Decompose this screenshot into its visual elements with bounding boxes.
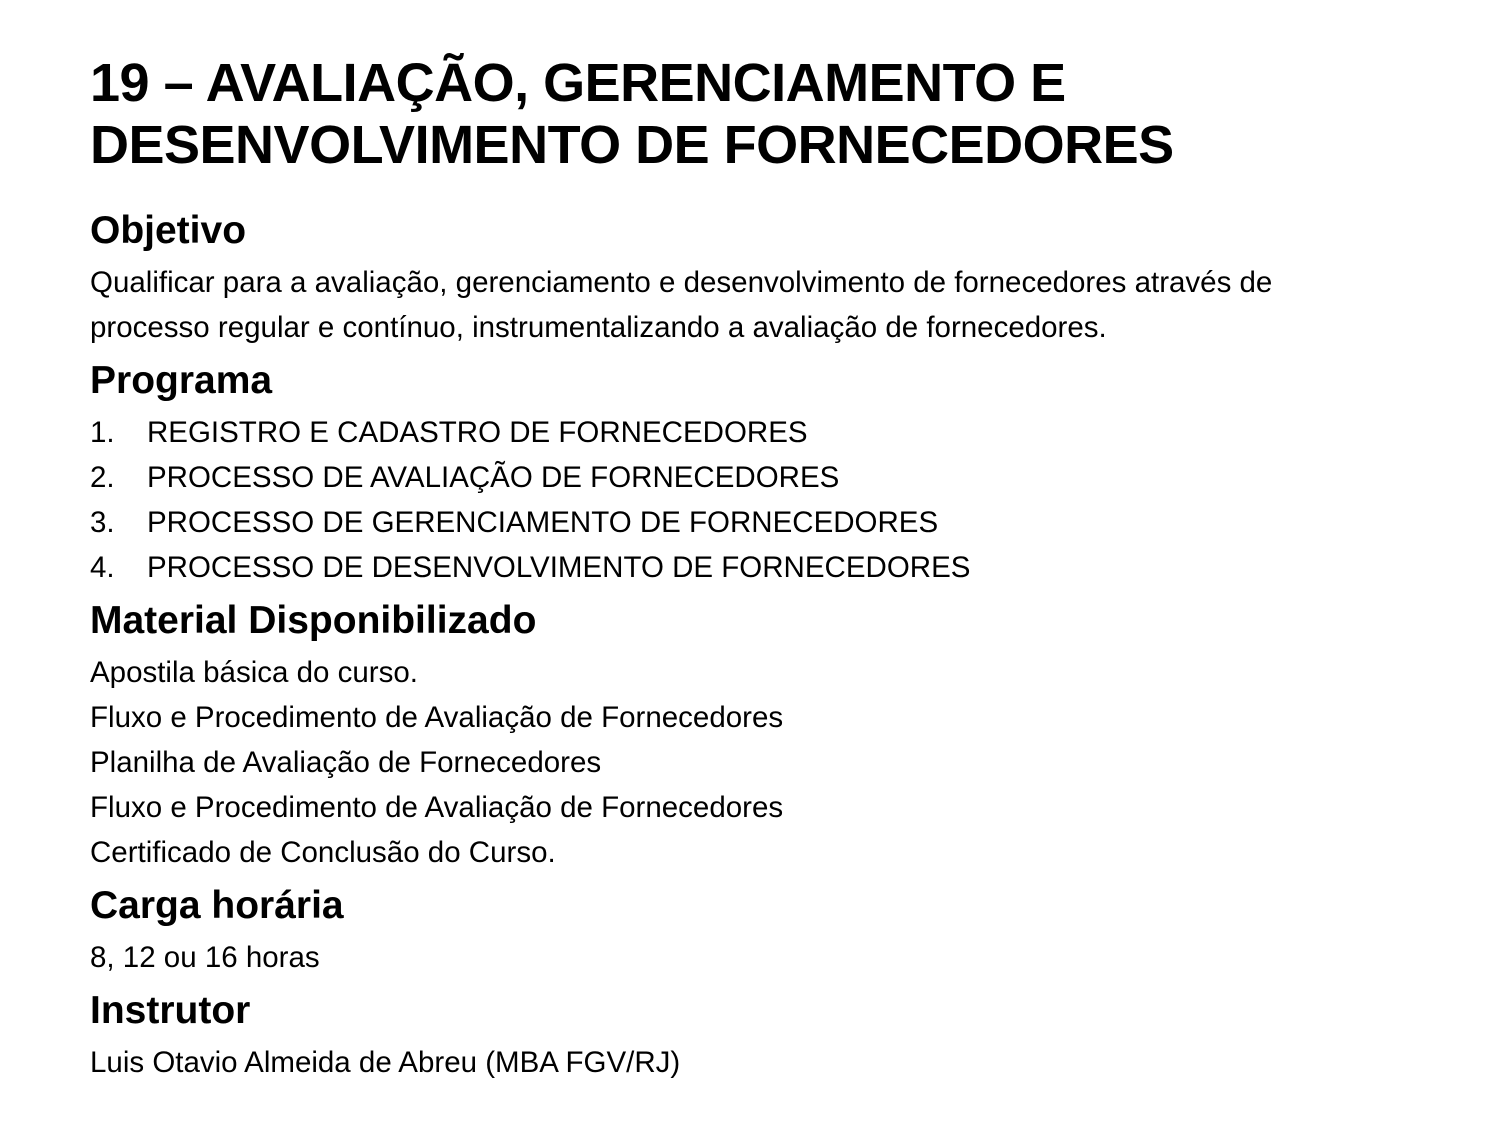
objetivo-text-line-2: processo regular e contínuo, instrumentalizando a avaliação de fornecedores.: [90, 311, 1107, 344]
list-item-number: 3.: [90, 506, 115, 539]
objetivo-text-line-1: Qualificar para a avaliação, gerenciamento e desenvolvimento de fornecedores através de: [90, 266, 1273, 299]
list-item-text: PROCESSO DE GERENCIAMENTO DE FORNECEDORES: [147, 506, 939, 539]
list-item-number: 2.: [90, 461, 115, 494]
list-item-number: 1.: [90, 416, 115, 449]
material-item: Certificado de Conclusão do Curso.: [90, 836, 556, 869]
list-item-text: REGISTRO E CADASTRO DE FORNECEDORES: [147, 416, 808, 449]
material-item: Fluxo e Procedimento de Avaliação de Fornecedores: [90, 701, 784, 734]
material-item: Planilha de Avaliação de Fornecedores: [90, 746, 602, 779]
section-heading-objetivo: Objetivo: [90, 209, 247, 252]
list-item-number: 4.: [90, 551, 115, 584]
section-heading-carga-horaria: Carga horária: [90, 884, 344, 927]
material-item: Apostila básica do curso.: [90, 656, 418, 689]
page-title-line-1: 19 – AVALIAÇÃO, GERENCIAMENTO E: [90, 53, 1066, 113]
list-item-text: PROCESSO DE AVALIAÇÃO DE FORNECEDORES: [147, 461, 840, 494]
material-item: Fluxo e Procedimento de Avaliação de Fornecedores: [90, 791, 784, 824]
carga-horaria-value: 8, 12 ou 16 horas: [90, 941, 320, 974]
section-heading-instrutor: Instrutor: [90, 989, 251, 1032]
slide: [90, 0, 1490, 1125]
instrutor-name: Luis Otavio Almeida de Abreu (MBA FGV/RJ): [90, 1046, 681, 1079]
list-item-text: PROCESSO DE DESENVOLVIMENTO DE FORNECEDORES: [147, 551, 971, 584]
page-title: [90, 52, 1174, 176]
section-heading-programa: Programa: [90, 359, 273, 402]
section-heading-material: Material Disponibilizado: [90, 599, 537, 642]
page-title-line-2: DESENVOLVIMENTO DE FORNECEDORES: [90, 115, 1174, 175]
